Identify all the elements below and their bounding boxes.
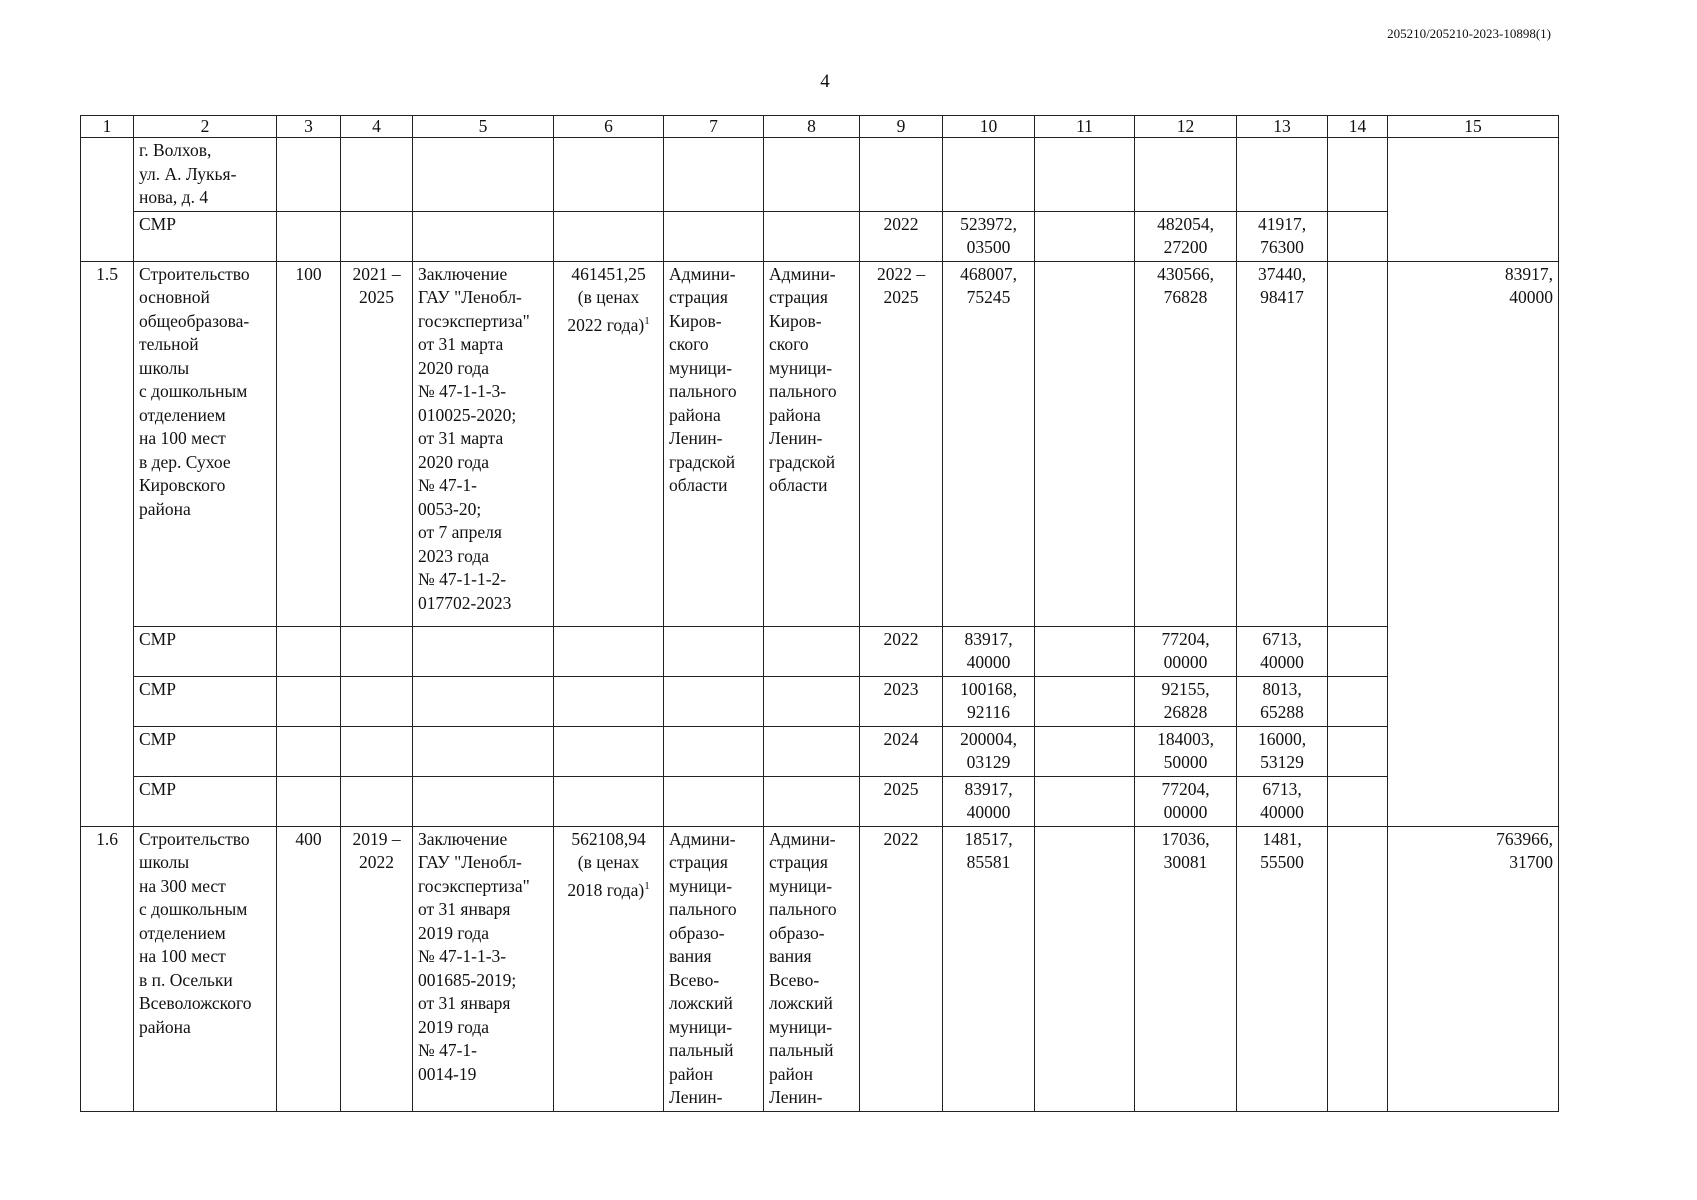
- years-cell: 2022 – 2025: [860, 261, 943, 626]
- stage-label: СМР: [134, 676, 277, 726]
- col13-cell: 41917, 76300: [1237, 211, 1328, 261]
- header-cell: 6: [554, 116, 664, 138]
- col15-cell: 83917, 40000: [1388, 261, 1559, 826]
- header-cell: 15: [1388, 116, 1559, 138]
- header-cell: 7: [664, 116, 764, 138]
- stage-label: СМР: [134, 211, 277, 261]
- year-cell: 2025: [860, 776, 943, 826]
- total-cell: 83917, 40000: [943, 626, 1035, 676]
- total-cell: 100168, 92116: [943, 676, 1035, 726]
- developer-cell: Админи- страция муници- пального образо- вания Всево- ложский муници- пальный район Ленин-: [764, 826, 860, 1111]
- total-cell: 83917, 40000: [943, 776, 1035, 826]
- object-name-cell: г. Волхов, ул. А. Лукья- нова, д. 4: [134, 138, 277, 212]
- col12-cell: 77204, 00000: [1135, 776, 1237, 826]
- col13-cell: 16000, 53129: [1237, 726, 1328, 776]
- col12-cell: 482054, 27200: [1135, 211, 1237, 261]
- col12-cell: 77204, 00000: [1135, 626, 1237, 676]
- col15-cell: 763966, 31700: [1388, 826, 1559, 1111]
- header-cell: 5: [413, 116, 554, 138]
- total-cell: 523972, 03500: [943, 211, 1035, 261]
- col13-cell: 6713, 40000: [1237, 626, 1328, 676]
- customer-cell: Админи- страция муници- пального образо- вания Всево- ложский муници- пальный район Ленин-: [664, 826, 764, 1111]
- header-cell: 8: [764, 116, 860, 138]
- total-cell: 468007, 75245: [943, 261, 1035, 626]
- header-cell: 11: [1035, 116, 1135, 138]
- year-cell: 2024: [860, 726, 943, 776]
- years-cell: 2022: [860, 826, 943, 1111]
- col13-cell: 1481, 55500: [1237, 826, 1328, 1111]
- col13-cell: 37440, 98417: [1237, 261, 1328, 626]
- customer-cell: Админи- страция Киров- ского муници- пального района Ленин- градской области: [664, 261, 764, 626]
- row-number-cell: 1.6: [81, 826, 134, 1111]
- table-row: [81, 826, 1559, 1111]
- table-row: [81, 726, 1559, 776]
- year-cell: 2022: [860, 211, 943, 261]
- total-cell: 200004, 03129: [943, 726, 1035, 776]
- developer-cell: Админи- страция Киров- ского муници- пального района Ленин- градской области: [764, 261, 860, 626]
- header-cell: 10: [943, 116, 1035, 138]
- document-id: 205210/205210-2023-10898(1): [1387, 26, 1551, 41]
- table-row: [81, 626, 1559, 676]
- object-name-cell: Строительство школы на 300 мест с дошкольным отделением на 100 мест в п. Осельки Всеволожского района: [134, 826, 277, 1111]
- header-row: [81, 116, 1559, 138]
- header-cell: 4: [341, 116, 413, 138]
- stage-label: СМР: [134, 726, 277, 776]
- objects-table: [80, 115, 1559, 1112]
- stage-label: СМР: [134, 626, 277, 676]
- capacity-cell: 100: [277, 261, 341, 626]
- header-cell: 13: [1237, 116, 1328, 138]
- header-cell: 14: [1328, 116, 1388, 138]
- col12-cell: 92155, 26828: [1135, 676, 1237, 726]
- total-cell: 18517, 85581: [943, 826, 1035, 1111]
- header-cell: 9: [860, 116, 943, 138]
- year-cell: 2023: [860, 676, 943, 726]
- col12-cell: 430566, 76828: [1135, 261, 1237, 626]
- table-row: [81, 261, 1559, 626]
- cost-cell: 461451,25 (в ценах 2022 года)$^1$: [554, 261, 664, 626]
- cost-cell: 562108,94 (в ценах 2018 года)$^1$: [554, 826, 664, 1111]
- col13-cell: 6713, 40000: [1237, 776, 1328, 826]
- col12-cell: 17036, 30081: [1135, 826, 1237, 1111]
- row-number-cell: [81, 138, 134, 262]
- period-cell: 2019 – 2022: [341, 826, 413, 1111]
- expertise-cell: Заключение ГАУ "Ленобл- госэкспертиза" от 31 января 2019 года № 47-1-1-3- 001685-2019; от 31 января 2019 года № 47-1- 0014-19: [413, 826, 554, 1111]
- row-number-cell: 1.5: [81, 261, 134, 826]
- period-cell: 2021 – 2025: [341, 261, 413, 626]
- header-cell: 2: [134, 116, 277, 138]
- header-cell: 12: [1135, 116, 1237, 138]
- table-row: [81, 676, 1559, 726]
- table-row: [81, 211, 1559, 261]
- header-cell: 3: [277, 116, 341, 138]
- year-cell: 2022: [860, 626, 943, 676]
- expertise-cell: Заключение ГАУ "Ленобл- госэкспертиза" от 31 марта 2020 года № 47-1-1-3- 010025-2020; от 31 марта 2020 года № 47-1- 0053-20; от 7 апреля 2023 года № 47-1-1-2- 017702-2023: [413, 261, 554, 626]
- header-cell: 1: [81, 116, 134, 138]
- table-row: [81, 776, 1559, 826]
- page-number: 4: [820, 71, 830, 92]
- capacity-cell: 400: [277, 826, 341, 1111]
- table-row: [81, 138, 1559, 212]
- object-name-cell: Строительство основной общеобразова- тельной школы с дошкольным отделением на 100 мест в дер. Сухое Кировского района: [134, 261, 277, 626]
- stage-label: СМР: [134, 776, 277, 826]
- col12-cell: 184003, 50000: [1135, 726, 1237, 776]
- col13-cell: 8013, 65288: [1237, 676, 1328, 726]
